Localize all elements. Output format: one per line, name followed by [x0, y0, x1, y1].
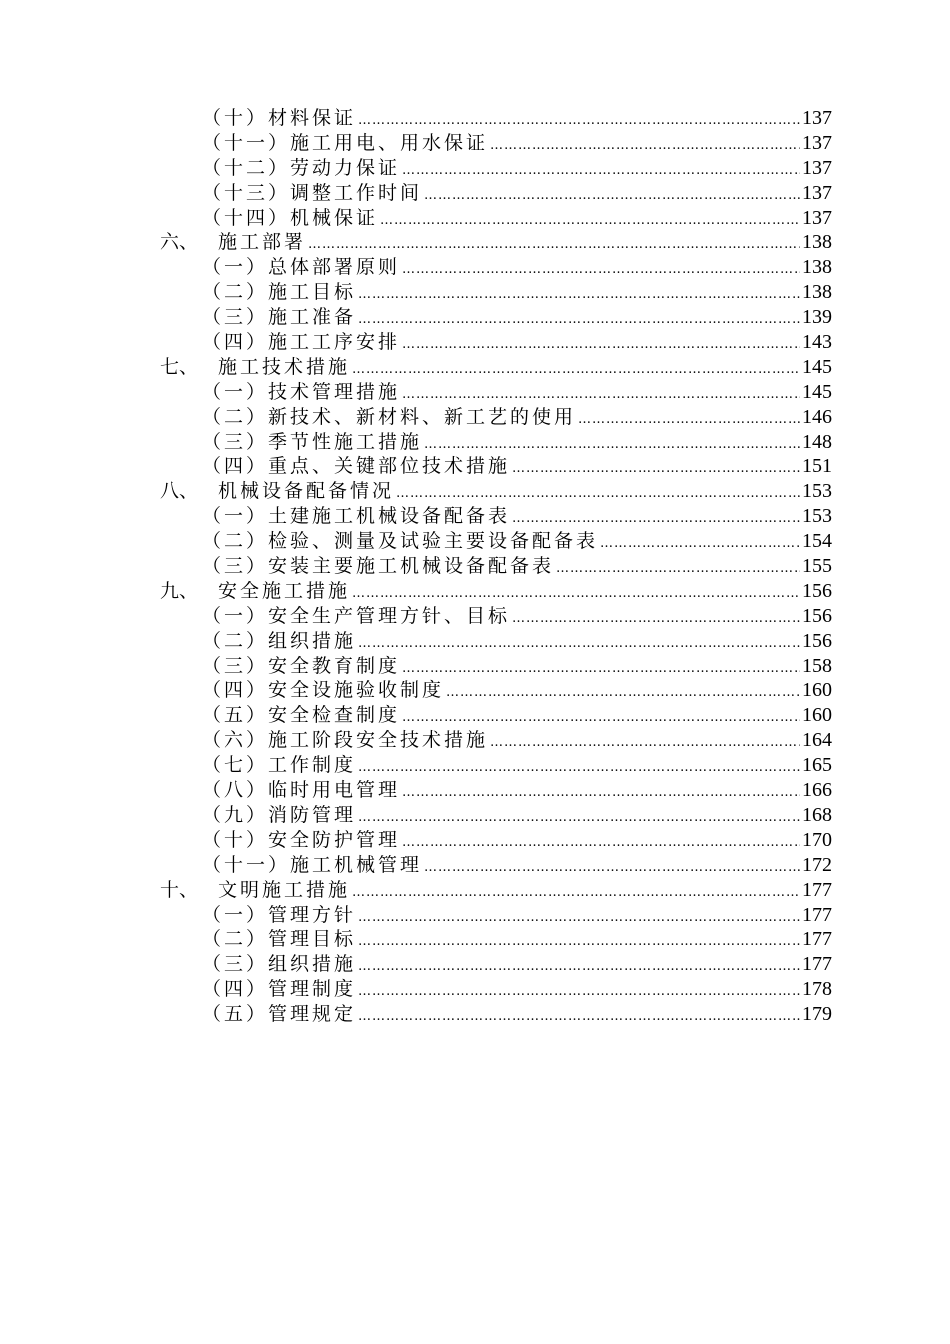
toc-subsection-entry[interactable]	[160, 554, 832, 579]
toc-entry-label	[202, 604, 510, 629]
toc-entry-title: （三）组织措施	[202, 953, 357, 976]
toc-dot-leader	[490, 731, 800, 756]
toc-entry-label	[202, 853, 422, 878]
toc-entry-label	[160, 230, 306, 255]
toc-entry-label	[202, 977, 356, 1002]
toc-page-number: 155	[802, 555, 832, 578]
toc-subsection-entry[interactable]	[160, 828, 832, 853]
toc-page-number: 153	[802, 505, 832, 528]
toc-entry-label	[202, 828, 400, 853]
toc-page-number: 156	[802, 579, 832, 602]
toc-subsection-entry[interactable]	[160, 405, 832, 430]
toc-subsection-entry[interactable]	[160, 853, 832, 878]
toc-entry-title: （十一）施工机械管理	[202, 853, 423, 876]
toc-dot-leader	[358, 806, 800, 831]
toc-page-number: 158	[802, 654, 832, 677]
toc-subsection-entry[interactable]	[160, 181, 832, 206]
toc-dot-leader	[600, 532, 800, 557]
table-of-contents	[160, 106, 832, 1027]
toc-page-number: 170	[802, 828, 832, 851]
toc-entry-title: （六）施工阶段安全技术措施	[202, 729, 489, 752]
toc-page-number: 172	[802, 853, 832, 876]
toc-subsection-entry[interactable]	[160, 206, 832, 231]
toc-subsection-entry[interactable]	[160, 654, 832, 679]
toc-entry-title: 施工技术措施	[218, 355, 351, 378]
toc-entry-title: （五）安全检查制度	[202, 704, 401, 727]
toc-entry-title: （三）季节性施工措施	[202, 430, 423, 453]
toc-page-number: 143	[802, 331, 832, 354]
toc-entry-title: （二）检验、测量及试验主要设备配备表	[202, 530, 599, 553]
toc-entry-label	[160, 878, 350, 903]
toc-dot-leader	[402, 159, 800, 184]
toc-dot-leader	[352, 358, 800, 383]
toc-subsection-entry[interactable]	[160, 529, 832, 554]
toc-section-entry[interactable]	[160, 579, 832, 604]
toc-section-number: 七、	[160, 355, 199, 378]
toc-subsection-entry[interactable]	[160, 454, 832, 479]
toc-page-number: 177	[802, 928, 832, 951]
toc-dot-leader	[358, 1005, 800, 1030]
toc-page-number: 156	[802, 629, 832, 652]
toc-subsection-entry[interactable]	[160, 1002, 832, 1027]
toc-page-number: 137	[802, 131, 832, 154]
toc-entry-title: （一）安全生产管理方针、目标	[202, 604, 511, 627]
toc-subsection-entry[interactable]	[160, 778, 832, 803]
toc-dot-leader	[556, 557, 800, 582]
toc-page-number: 168	[802, 803, 832, 826]
toc-section-entry[interactable]	[160, 230, 832, 255]
toc-subsection-entry[interactable]	[160, 380, 832, 405]
toc-subsection-entry[interactable]	[160, 678, 832, 703]
toc-entry-label	[202, 903, 356, 928]
toc-entry-title: （八）临时用电管理	[202, 779, 401, 802]
toc-page-number: 160	[802, 679, 832, 702]
toc-dot-leader	[358, 955, 800, 980]
toc-entry-title: （一）土建施工机械设备配备表	[202, 505, 511, 528]
toc-entry-title: （十一）施工用电、用水保证	[202, 131, 489, 154]
toc-entry-label	[160, 579, 350, 604]
toc-entry-label	[202, 380, 400, 405]
toc-entry-label	[202, 131, 488, 156]
toc-page-number: 178	[802, 978, 832, 1001]
toc-dot-leader	[358, 756, 800, 781]
toc-page-number: 177	[802, 903, 832, 926]
toc-entry-title: （十三）调整工作时间	[202, 181, 423, 204]
toc-section-entry[interactable]	[160, 878, 832, 903]
toc-page-number: 154	[802, 530, 832, 553]
toc-entry-title: （一）技术管理措施	[202, 380, 401, 403]
toc-entry-label	[202, 106, 356, 131]
toc-entry-title: （三）施工准备	[202, 306, 357, 329]
toc-entry-label	[202, 280, 356, 305]
toc-page-number: 153	[802, 480, 832, 503]
toc-entry-label	[202, 803, 356, 828]
toc-page-number: 179	[802, 1003, 832, 1026]
toc-entry-title: （二）管理目标	[202, 928, 357, 951]
toc-page-number: 146	[802, 405, 832, 428]
toc-subsection-entry[interactable]	[160, 753, 832, 778]
toc-entry-title: （二）新技术、新材料、新工艺的使用	[202, 405, 577, 428]
toc-section-number: 九、	[160, 579, 199, 602]
toc-entry-title: （五）管理规定	[202, 1003, 357, 1026]
toc-entry-label	[202, 405, 576, 430]
toc-dot-leader	[402, 258, 800, 283]
toc-dot-leader	[446, 681, 800, 706]
toc-entry-title: （二）组织措施	[202, 629, 357, 652]
toc-dot-leader	[352, 881, 800, 906]
toc-entry-label	[202, 454, 510, 479]
toc-section-number: 十、	[160, 878, 199, 901]
toc-page-number: 138	[802, 281, 832, 304]
toc-dot-leader	[424, 856, 800, 881]
toc-entry-title: （七）工作制度	[202, 754, 357, 777]
toc-page-number: 145	[802, 380, 832, 403]
toc-page-number: 138	[802, 231, 832, 254]
toc-subsection-entry[interactable]	[160, 280, 832, 305]
toc-entry-label	[202, 1002, 356, 1027]
toc-page-number: 164	[802, 729, 832, 752]
toc-subsection-entry[interactable]	[160, 803, 832, 828]
toc-entry-title: （九）消防管理	[202, 803, 357, 826]
toc-dot-leader	[402, 657, 800, 682]
toc-entry-label	[202, 156, 400, 181]
toc-page-number: 137	[802, 107, 832, 129]
toc-page-number: 156	[802, 604, 832, 627]
toc-entry-label	[202, 529, 598, 554]
toc-section-entry[interactable]	[160, 479, 832, 504]
toc-subsection-entry[interactable]	[160, 330, 832, 355]
toc-page-number: 151	[802, 455, 832, 478]
toc-page-number: 137	[802, 156, 832, 179]
toc-entry-title: （四）重点、关键部位技术措施	[202, 455, 511, 478]
toc-entry-label	[202, 678, 444, 703]
toc-entry-label	[202, 305, 356, 330]
toc-entry-label	[202, 753, 356, 778]
toc-entry-label	[202, 629, 356, 654]
toc-page-number: 160	[802, 704, 832, 727]
toc-dot-leader	[490, 134, 800, 159]
toc-entry-label	[202, 554, 554, 579]
toc-subsection-entry[interactable]	[160, 255, 832, 280]
toc-entry-label	[202, 952, 356, 977]
toc-page-number: 137	[802, 206, 832, 229]
toc-entry-label	[202, 654, 400, 679]
toc-subsection-entry[interactable]	[160, 156, 832, 181]
toc-page-number: 177	[802, 878, 832, 901]
toc-subsection-entry[interactable]	[160, 903, 832, 928]
toc-subsection-entry[interactable]	[160, 728, 832, 753]
toc-subsection-entry[interactable]	[160, 430, 832, 455]
toc-dot-leader	[402, 781, 800, 806]
toc-entry-title: 机械设备配备情况	[218, 480, 395, 503]
toc-entry-label	[202, 778, 400, 803]
toc-entry-title: （三）安装主要施工机械设备配备表	[202, 555, 555, 578]
toc-entry-label	[202, 728, 488, 753]
toc-page-number: 148	[802, 430, 832, 453]
toc-dot-leader	[380, 209, 800, 234]
toc-entry-label	[202, 255, 400, 280]
toc-subsection-entry[interactable]	[160, 952, 832, 977]
toc-subsection-entry[interactable]	[160, 703, 832, 728]
toc-page-number: 145	[802, 355, 832, 378]
toc-dot-leader	[512, 607, 800, 632]
toc-page-number: 138	[802, 256, 832, 279]
toc-entry-label	[160, 479, 394, 504]
toc-dot-leader	[578, 408, 800, 433]
toc-subsection-entry[interactable]	[160, 504, 832, 529]
toc-entry-title: 施工部署	[218, 231, 307, 254]
toc-section-entry[interactable]	[160, 355, 832, 380]
toc-entry-label	[202, 330, 400, 355]
toc-entry-title: （一）管理方针	[202, 903, 357, 926]
toc-subsection-entry[interactable]	[160, 305, 832, 330]
toc-page-number: 166	[802, 779, 832, 802]
toc-subsection-entry[interactable]	[160, 629, 832, 654]
toc-entry-title: （十）材料保证	[202, 107, 357, 129]
toc-page-number: 137	[802, 181, 832, 204]
toc-page-number: 139	[802, 306, 832, 329]
toc-subsection-entry[interactable]	[160, 927, 832, 952]
toc-entry-title: （一）总体部署原则	[202, 256, 401, 279]
toc-entry-label	[202, 181, 422, 206]
toc-subsection-entry[interactable]	[160, 106, 832, 131]
toc-entry-label	[202, 927, 356, 952]
toc-subsection-entry[interactable]	[160, 977, 832, 1002]
toc-dot-leader	[358, 930, 800, 955]
toc-dot-leader	[358, 980, 800, 1005]
toc-page-number: 165	[802, 754, 832, 777]
toc-entry-title: （二）施工目标	[202, 281, 357, 304]
toc-dot-leader	[358, 283, 800, 308]
toc-entry-label	[202, 430, 422, 455]
toc-entry-title: （四）安全设施验收制度	[202, 679, 445, 702]
toc-dot-leader	[402, 831, 800, 856]
toc-subsection-entry[interactable]	[160, 604, 832, 629]
toc-entry-title: （三）安全教育制度	[202, 654, 401, 677]
toc-entry-title: （十二）劳动力保证	[202, 156, 401, 179]
toc-entry-label	[202, 206, 378, 231]
toc-entry-title: （十四）机械保证	[202, 206, 379, 229]
toc-dot-leader	[424, 184, 800, 209]
toc-entry-label	[160, 355, 350, 380]
toc-entry-label	[202, 703, 400, 728]
toc-entry-title: 文明施工措施	[218, 878, 351, 901]
toc-dot-leader	[358, 308, 800, 333]
toc-dot-leader	[358, 906, 800, 931]
toc-entry-title: （四）管理制度	[202, 978, 357, 1001]
toc-dot-leader	[358, 632, 800, 657]
toc-section-number: 八、	[160, 480, 199, 503]
toc-entry-title: （十）安全防护管理	[202, 828, 401, 851]
toc-entry-title: （四）施工工序安排	[202, 331, 401, 354]
toc-subsection-entry[interactable]	[160, 131, 832, 156]
toc-section-number: 六、	[160, 231, 199, 254]
toc-page-number: 177	[802, 953, 832, 976]
toc-dot-leader	[402, 333, 800, 358]
toc-entry-title: 安全施工措施	[218, 579, 351, 602]
toc-entry-label	[202, 504, 510, 529]
toc-dot-leader	[512, 457, 800, 482]
